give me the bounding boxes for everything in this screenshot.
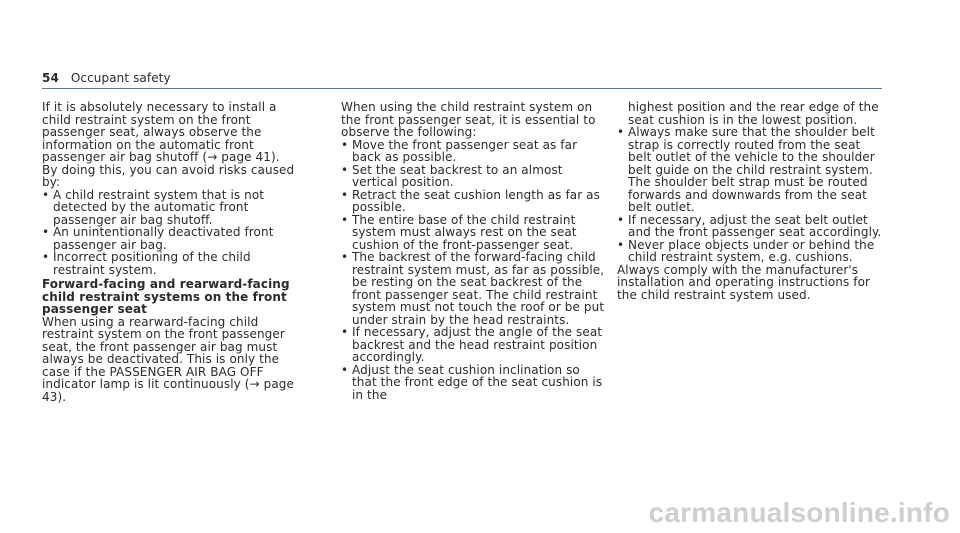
page-header — [42, 71, 171, 85]
rearward-paragraph: When using a rearward-facing child restraint system on the front passenger seat, the front passenger air bag must always be deactivated. This is only the case if the PASSENGER AIR BAG OFF indicator lamp is lit continuously (→ page 43). — [42, 314, 294, 404]
header-divider — [42, 88, 882, 89]
risks-list — [42, 189, 302, 277]
risks-intro: By doing this, you can avoid risks caused by: — [42, 162, 295, 189]
column-3 — [617, 101, 882, 301]
list-item: • Incorrect positioning of the child restraint system. — [42, 251, 302, 276]
list-item: • If necessary, adjust the seat belt outlet and the front passenger seat accordingly. — [617, 214, 882, 239]
list-item: • An unintentionally deactivated front passenger air bag. — [42, 226, 302, 251]
list-item: • The entire base of the child restraint system must always rest on the seat cushion of the front-passenger seat. — [341, 214, 606, 252]
list-item: • Move the front passenger seat as far back as possible. — [341, 139, 606, 164]
observe-list-continued — [617, 101, 882, 264]
intro-paragraph: If it is absolutely necessary to install a child restraint system on the front passenger seat, always observe the information on the automatic front passenger air bag shutoff (→ page 41). — [42, 100, 280, 164]
section-title: Occupant safety — [70, 71, 171, 85]
section-heading: Forward-facing and rearward-facing child restraint systems on the front passenger seat — [42, 277, 290, 316]
observe-intro: When using the child restraint system on the front passenger seat, it is essential to observe the following: — [341, 100, 596, 139]
list-item: • Set the seat backrest to an almost vertical position. — [341, 164, 606, 189]
list-item: • Retract the seat cushion length as far as possible. — [341, 189, 606, 214]
list-item: • Adjust the seat cushion inclination so that the front edge of the seat cushion is in the — [341, 364, 606, 402]
manufacturer-paragraph: Always comply with the manufacturer's installation and operating instructions for the child restraint system used. — [617, 262, 871, 302]
watermark: carmanualsonline.info — [648, 497, 950, 528]
list-item-continuation: highest position and the rear edge of the seat cushion is in the lowest position. — [628, 100, 879, 127]
list-item: • A child restraint system that is not detected by the automatic front passenger air bag shutoff. — [42, 189, 302, 227]
column-2 — [341, 101, 606, 401]
column-1 — [42, 101, 302, 403]
observe-list — [341, 139, 606, 402]
list-item: • If necessary, adjust the angle of the seat backrest and the head restraint position accordingly. — [341, 326, 606, 364]
list-item: • The backrest of the forward-facing child restraint system must, as far as possible, be resting on the seat backrest of the front passenger seat. The child restraint system must not touch the roof or be put under strain by the head restraints. — [341, 251, 606, 326]
list-item: • Never place objects under or behind the child restraint system, e.g. cushions. — [617, 239, 882, 264]
list-item: • Always make sure that the shoulder belt strap is correctly routed from the seat belt outlet of the vehicle to the shoulder belt guide on the child restraint system. The shoulder belt strap must be routed forwards and downwards from the seat belt outlet. — [617, 126, 882, 214]
page-number: 54 — [42, 71, 59, 85]
